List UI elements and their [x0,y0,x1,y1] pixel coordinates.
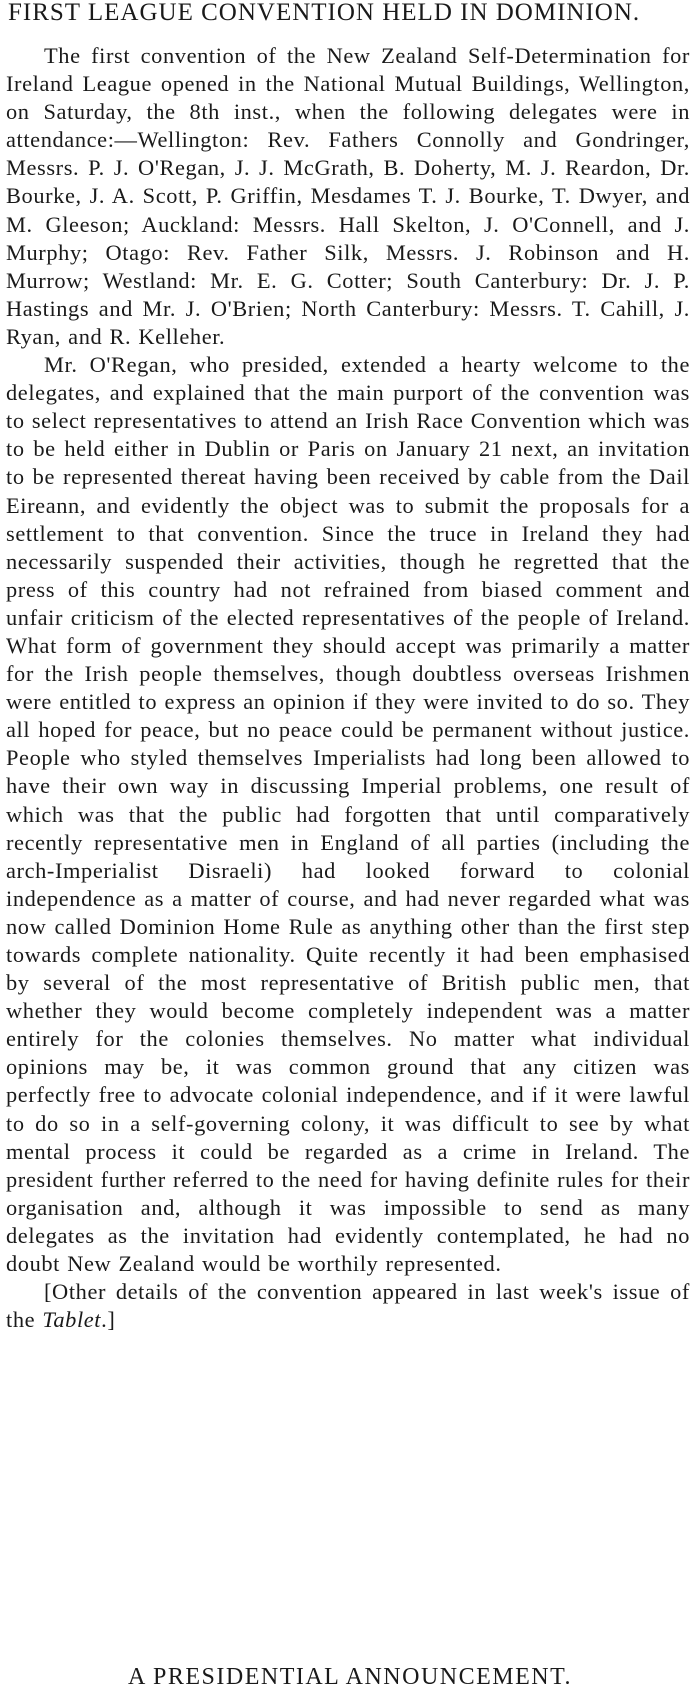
article-headline: FIRST LEAGUE CONVENTION HELD IN DOMINION. [8,0,641,26]
presidential-address-paragraph: Mr. O'Regan, who presided, extended a hearty welcome to the delegates, and explained that the main purport of the convention was to select representatives to attend an Irish Race Convention which was to be held either in Dublin or Paris on January 21 next, an invitation to be represented thereat having been received by cable from the Dail Eireann, and evidently the object was to submit the proposals for a settlement to that convention. Since the truce in Ireland they had necessarily suspended their activities, though he regretted that the press of this country had not refrained from biased comment and unfair criticism of the elected representatives of the people of Ireland. What form of government they should accept was primarily a matter for the Irish people themselves, though doubtless overseas Irishmen were entitled to express an opinion if they were invited to do so. They all hoped for peace, but no peace could be permanent without justice. People who styled themselves Imperialists had long been allowed to have their own way in discussing Imperial problems, one result of which was that the public had forgotten that until comparatively recently representative men in England of all parties (including the arch-Imperialist Disraeli) had looked forward to colonial independence as a matter of course, and had never regarded what was now called Dominion Home Rule as anything other than the first step towards complete nationality. Quite recently it had been emphasised by several of the most representative of British public men, that whether they would become completely independent was a matter entirely for the colonies themselves. No matter what individual opinions may be, it was common ground that any citizen was perfectly free to advocate colonial independence, and if it were lawful to do so in a self-governing colony, it was difficult to see by what mental process it could be regarded as a crime in Ireland. The president further referred to the need for having definite rules for their organisation and, although it was impossible to send as many delegates as the invitation had evidently contemplated, he had no doubt New Zealand would be worthily represented. [6,352,690,1277]
editorial-note [6,1278,690,1334]
next-article-headline: A PRESIDENTIAL ANNOUNCEMENT. [128,1664,572,1690]
editorial-note-end: .] [101,1307,116,1333]
publication-name: Tablet [42,1307,102,1333]
article-body [6,42,690,1334]
editorial-note-text: [Other details of the convention appeared in last week's issue of the [6,1279,690,1333]
delegates-paragraph: The first convention of the New Zealand Self-Determination for Ireland League opened in the National Mutual Buildings, Wellington, on Saturday, the 8th inst., when the following delegates were in attendance:—Wellington: Rev. Fathers Connolly and Gondringer, Messrs. P. J. O'Regan, J. J. McGrath, B. Doherty, M. J. Reardon, Dr. Bourke, J. A. Scott, P. Griffin, Mesdames T. J. Bourke, T. Dwyer, and M. Gleeson; Auckland: Messrs. Hall Skelton, J. O'Connell, and J. Murphy; Otago: Rev. Father Silk, Messrs. J. Robinson and H. Murrow; Westland: Mr. E. G. Cotter; South Canterbury: Dr. J. P. Hastings and Mr. J. O'Brien; North Canterbury: Messrs. T. Cahill, J. Ryan, and R. Kelleher. [6,43,690,349]
